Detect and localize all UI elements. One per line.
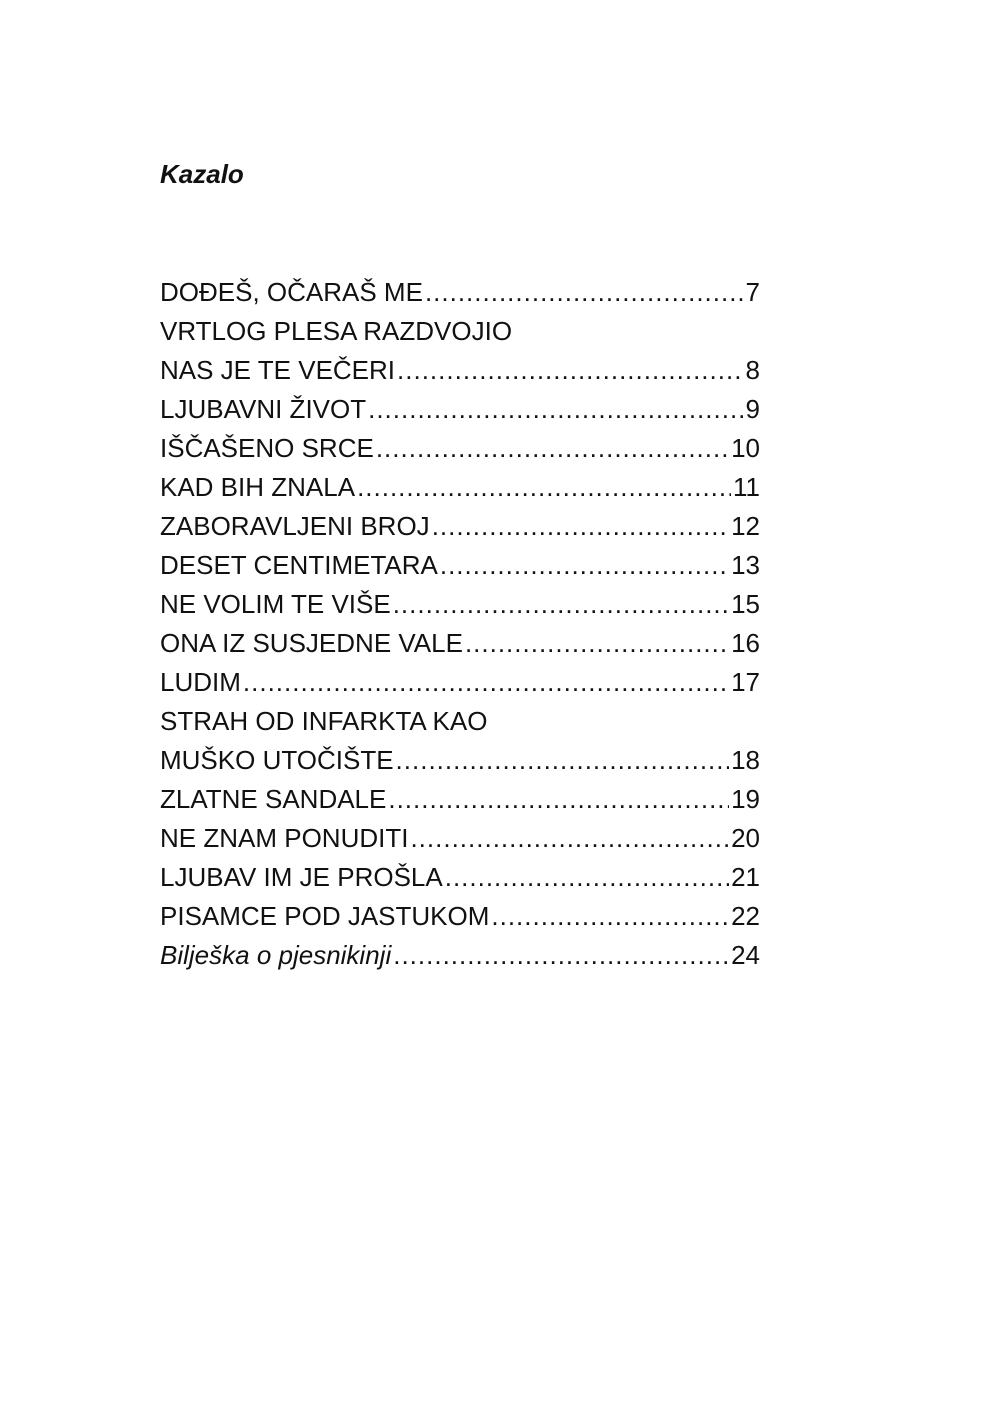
toc-dot-leader: [465, 624, 729, 663]
toc-entry-title: MUŠKO UTOČIŠTE: [160, 745, 394, 775]
toc-entry: [160, 936, 760, 975]
toc-entry: [160, 585, 760, 624]
toc-entry: [160, 468, 760, 507]
toc-dot-leader: [432, 507, 729, 546]
toc-entry: [160, 819, 760, 858]
toc-dot-leader: [410, 819, 729, 858]
toc-entry-title: KAD BIH ZNALA: [160, 472, 356, 502]
toc-entry-title: NE ZNAM PONUDITI: [160, 823, 409, 853]
toc-entry-title: DESET CENTIMETARA: [160, 550, 438, 580]
toc-entry-page: 15: [731, 589, 760, 619]
toc-entry-title: LUDIM: [160, 667, 241, 697]
toc-entry-page: 8: [745, 355, 760, 385]
toc-entry: [160, 351, 760, 390]
toc-entry-page: 18: [731, 745, 760, 775]
toc-dot-leader: [393, 936, 729, 975]
toc-dot-leader: [388, 780, 729, 819]
toc-entry: [160, 702, 760, 741]
toc-entry-title: VRTLOG PLESA RAZDVOJIO: [160, 316, 513, 346]
toc-entry-title: IŠČAŠENO SRCE: [160, 433, 374, 463]
toc-entry-title: ZLATNE SANDALE: [160, 784, 387, 814]
toc-entry-page: 10: [731, 433, 760, 463]
toc-entry-page: 9: [745, 394, 760, 424]
toc-dot-leader: [445, 858, 729, 897]
toc-dot-leader: [376, 429, 729, 468]
toc-entry: [160, 741, 760, 780]
toc-dot-leader: [393, 585, 729, 624]
toc-entry-page: 11: [733, 472, 760, 502]
toc-entry: [160, 507, 760, 546]
toc-entry: [160, 663, 760, 702]
page-title: Kazalo: [160, 159, 244, 189]
toc-entry: [160, 624, 760, 663]
toc-dot-leader: [396, 741, 730, 780]
toc-entry: [160, 429, 760, 468]
toc-entry-title: LJUBAVNI ŽIVOT: [160, 394, 367, 424]
toc-dot-leader: [357, 468, 731, 507]
toc-entry: [160, 858, 760, 897]
toc-entry-page: 21: [731, 862, 760, 892]
toc-entry-page: 17: [731, 667, 760, 697]
toc-entry-title: NE VOLIM TE VIŠE: [160, 589, 391, 619]
toc-dot-leader: [243, 663, 729, 702]
toc-entry-title: PISAMCE POD JASTUKOM: [160, 901, 490, 931]
toc-dot-leader: [440, 546, 729, 585]
toc-entry: [160, 780, 760, 819]
toc-entry: [160, 312, 760, 351]
toc-entry-page: 24: [731, 940, 760, 970]
toc-dot-leader: [368, 390, 743, 429]
toc-dot-leader: [425, 273, 744, 312]
toc-entry-page: 22: [731, 901, 760, 931]
toc-entry-page: 20: [731, 823, 760, 853]
table-of-contents: [160, 273, 760, 975]
toc-entry-page: 12: [731, 511, 760, 541]
toc-entry-title: STRAH OD INFARKTA KAO: [160, 706, 488, 736]
toc-entry-title: DOĐEŠ, OČARAŠ ME: [160, 277, 423, 307]
toc-dot-leader: [397, 351, 744, 390]
toc-entry: [160, 390, 760, 429]
toc-entry-page: 13: [731, 550, 760, 580]
toc-entry: [160, 273, 760, 312]
toc-dot-leader: [491, 897, 729, 936]
toc-entry-title: NAS JE TE VEČERI: [160, 355, 396, 385]
toc-entry-title: ONA IZ SUSJEDNE VALE: [160, 628, 463, 658]
toc-entry-page: 7: [745, 277, 760, 307]
toc-entry: [160, 897, 760, 936]
toc-entry-title: LJUBAV IM JE PROŠLA: [160, 862, 443, 892]
toc-entry-title: Bilješka o pjesnikinji: [160, 940, 392, 970]
toc-entry-title: ZABORAVLJENI BROJ: [160, 511, 430, 541]
toc-entry: [160, 546, 760, 585]
toc-entry-page: 16: [731, 628, 760, 658]
toc-entry-page: 19: [731, 784, 760, 814]
